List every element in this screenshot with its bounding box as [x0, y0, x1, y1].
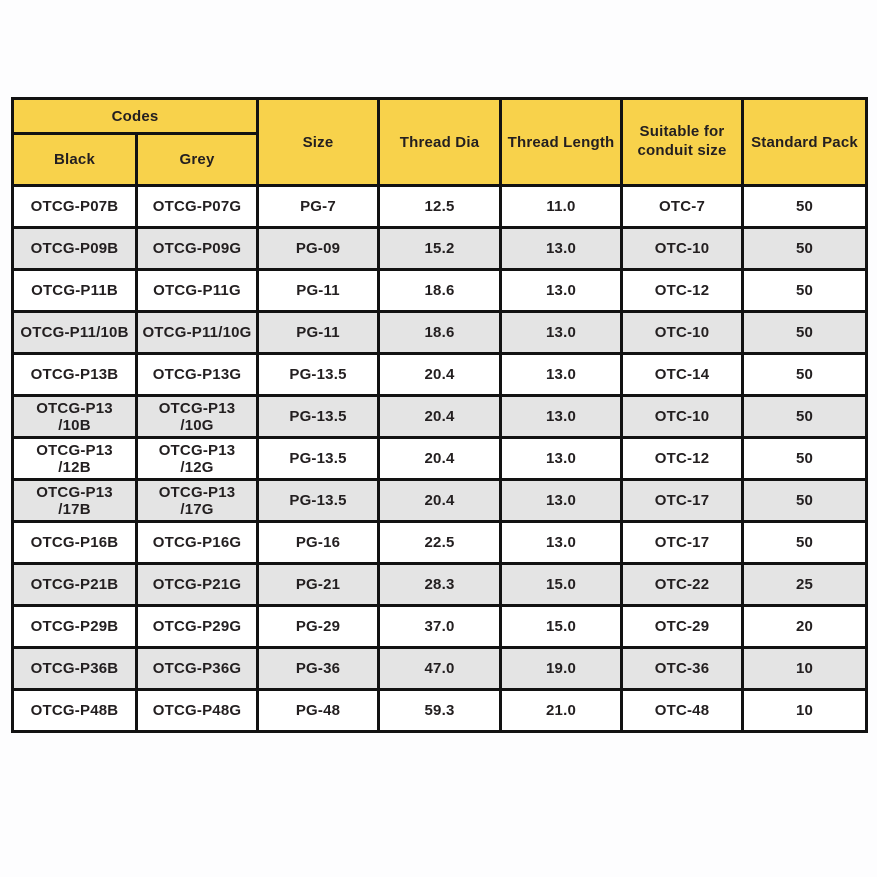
- table-cell: PG-16: [258, 522, 379, 564]
- table-cell: OTCG-P07G: [137, 186, 258, 228]
- table-cell: 50: [743, 438, 867, 480]
- table-cell: OTCG-P09B: [13, 228, 137, 270]
- table-cell: PG-11: [258, 312, 379, 354]
- table-cell: 15.2: [379, 228, 501, 270]
- table-cell: OTCG-P13 /12B: [13, 438, 137, 480]
- table-cell: PG-36: [258, 648, 379, 690]
- table-cell: 15.0: [501, 564, 622, 606]
- table-cell: 10: [743, 690, 867, 732]
- table-cell: OTC-48: [622, 690, 743, 732]
- table-row: [13, 312, 867, 354]
- header-row-codes: [13, 99, 867, 134]
- header-thread-dia: Thread Dia: [379, 99, 501, 186]
- header-black: Black: [13, 134, 137, 186]
- table-cell: OTCG-P11G: [137, 270, 258, 312]
- table-cell: 13.0: [501, 354, 622, 396]
- table-cell: 13.0: [501, 228, 622, 270]
- table-cell: OTCG-P16B: [13, 522, 137, 564]
- table-cell: PG-09: [258, 228, 379, 270]
- table-cell: OTCG-P48G: [137, 690, 258, 732]
- table-cell: OTC-10: [622, 396, 743, 438]
- table-cell: 10: [743, 648, 867, 690]
- table-cell: 20.4: [379, 438, 501, 480]
- header-thread-length: Thread Length: [501, 99, 622, 186]
- table-row: [13, 228, 867, 270]
- table-row: [13, 480, 867, 522]
- table-cell: 50: [743, 354, 867, 396]
- table-cell: 20.4: [379, 354, 501, 396]
- table-cell: 50: [743, 522, 867, 564]
- table-row: [13, 270, 867, 312]
- table-row: [13, 522, 867, 564]
- table-cell: OTC-22: [622, 564, 743, 606]
- table-cell: PG-48: [258, 690, 379, 732]
- table-row: [13, 648, 867, 690]
- table-cell: OTCG-P09G: [137, 228, 258, 270]
- table-cell: OTCG-P13 /17G: [137, 480, 258, 522]
- table-cell: OTCG-P48B: [13, 690, 137, 732]
- header-grey: Grey: [137, 134, 258, 186]
- table-cell: 22.5: [379, 522, 501, 564]
- table-cell: 13.0: [501, 270, 622, 312]
- table-cell: 47.0: [379, 648, 501, 690]
- table-cell: OTCG-P36B: [13, 648, 137, 690]
- table-cell: OTCG-P11/10B: [13, 312, 137, 354]
- table-row: [13, 564, 867, 606]
- table-cell: OTCG-P13 /17B: [13, 480, 137, 522]
- table-cell: 13.0: [501, 522, 622, 564]
- table-cell: OTC-7: [622, 186, 743, 228]
- spec-table-container: [11, 97, 865, 733]
- table-cell: OTC-36: [622, 648, 743, 690]
- table-cell: OTC-14: [622, 354, 743, 396]
- table-cell: 20.4: [379, 396, 501, 438]
- table-cell: 28.3: [379, 564, 501, 606]
- table-cell: 59.3: [379, 690, 501, 732]
- table-cell: PG-29: [258, 606, 379, 648]
- table-body: [13, 186, 867, 732]
- table-cell: PG-13.5: [258, 438, 379, 480]
- table-cell: PG-11: [258, 270, 379, 312]
- table-cell: 20.4: [379, 480, 501, 522]
- table-row: [13, 186, 867, 228]
- table-cell: OTC-17: [622, 480, 743, 522]
- table-cell: OTCG-P13G: [137, 354, 258, 396]
- table-cell: PG-13.5: [258, 396, 379, 438]
- table-cell: 18.6: [379, 270, 501, 312]
- table-cell: PG-7: [258, 186, 379, 228]
- table-row: [13, 606, 867, 648]
- table-cell: 13.0: [501, 396, 622, 438]
- table-cell: 50: [743, 480, 867, 522]
- table-cell: OTCG-P36G: [137, 648, 258, 690]
- table-row: [13, 690, 867, 732]
- table-cell: OTC-12: [622, 438, 743, 480]
- table-cell: 21.0: [501, 690, 622, 732]
- table-row: [13, 438, 867, 480]
- table-cell: OTC-29: [622, 606, 743, 648]
- table-cell: 25: [743, 564, 867, 606]
- table-cell: OTCG-P29B: [13, 606, 137, 648]
- table-cell: OTCG-P07B: [13, 186, 137, 228]
- header-codes: Codes: [13, 99, 258, 134]
- table-cell: OTCG-P13B: [13, 354, 137, 396]
- header-standard-pack: Standard Pack: [743, 99, 867, 186]
- table-cell: OTC-12: [622, 270, 743, 312]
- table-cell: OTCG-P11/10G: [137, 312, 258, 354]
- header-size: Size: [258, 99, 379, 186]
- table-cell: 50: [743, 396, 867, 438]
- table-cell: OTCG-P13 /10B: [13, 396, 137, 438]
- table-cell: 50: [743, 186, 867, 228]
- table-cell: OTC-10: [622, 228, 743, 270]
- table-cell: PG-13.5: [258, 354, 379, 396]
- table-cell: OTC-10: [622, 312, 743, 354]
- table-cell: OTCG-P13 /12G: [137, 438, 258, 480]
- table-cell: 50: [743, 228, 867, 270]
- table-cell: 13.0: [501, 438, 622, 480]
- table-cell: OTC-17: [622, 522, 743, 564]
- table-cell: 13.0: [501, 480, 622, 522]
- spec-table: [11, 97, 868, 733]
- table-cell: OTCG-P13 /10G: [137, 396, 258, 438]
- table-cell: OTCG-P29G: [137, 606, 258, 648]
- table-row: [13, 396, 867, 438]
- table-cell: OTCG-P21G: [137, 564, 258, 606]
- table-cell: 11.0: [501, 186, 622, 228]
- table-cell: PG-21: [258, 564, 379, 606]
- header-conduit-size-label: Suitable for conduit size: [637, 123, 727, 159]
- header-conduit-size: [622, 99, 743, 186]
- table-cell: OTCG-P11B: [13, 270, 137, 312]
- table-cell: PG-13.5: [258, 480, 379, 522]
- table-cell: 37.0: [379, 606, 501, 648]
- table-cell: 12.5: [379, 186, 501, 228]
- table-cell: 50: [743, 312, 867, 354]
- table-cell: 18.6: [379, 312, 501, 354]
- table-row: [13, 354, 867, 396]
- table-cell: 13.0: [501, 312, 622, 354]
- table-cell: 15.0: [501, 606, 622, 648]
- table-cell: OTCG-P16G: [137, 522, 258, 564]
- table-cell: 19.0: [501, 648, 622, 690]
- table-cell: 20: [743, 606, 867, 648]
- table-header: [13, 99, 867, 186]
- table-cell: 50: [743, 270, 867, 312]
- table-cell: OTCG-P21B: [13, 564, 137, 606]
